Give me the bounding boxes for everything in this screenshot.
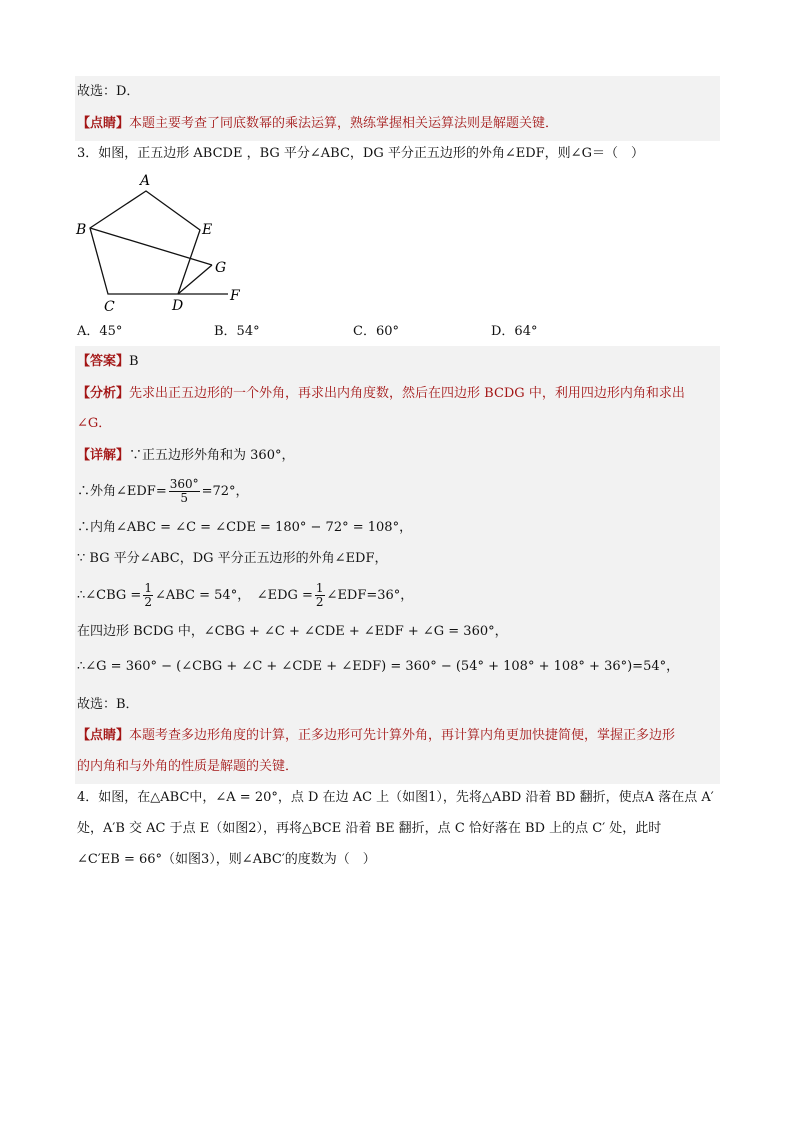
q4-line-1: 4．如图，在△ABC中，∠A = 20°，点 D 在边 AC 上（如图1），先将△ABD 沿着 BD 翻折，使点A 落在点 A′ xyxy=(77,790,714,805)
q3-detail-2 xyxy=(77,478,249,505)
frac-num: 360° xyxy=(169,477,199,491)
q4-line-2: 处，A′B 交 AC 于点 E（如图2），再将△BCE 沿着 BE 翻折，点 C 恰好落在 BD 上的点 C′ 处，此时 xyxy=(77,821,662,836)
q3-analysis-2: ∠G． xyxy=(77,416,112,431)
label-e: E xyxy=(202,222,213,238)
d5-pre: ∴∠CBG = xyxy=(77,588,142,603)
label-d: D xyxy=(172,298,184,314)
detail-tag: 【详解】 xyxy=(77,448,130,463)
q3-detail-5 xyxy=(77,582,413,609)
q3-detail-3: ∴内角∠ABC = ∠C = ∠CDE = 180° − 72° = 108°， xyxy=(77,520,413,535)
analysis-tag: 【分析】 xyxy=(77,386,130,401)
d2-pre: ∴外角∠EDF= xyxy=(77,484,167,499)
detail-text: ∵正五边形外角和为 360°， xyxy=(129,448,295,463)
option-c: C．60° xyxy=(353,324,399,339)
option-d: D．64° xyxy=(491,324,538,339)
comment-tag: 【点睛】 xyxy=(77,116,130,131)
q3-detail-4: ∵ BG 平分∠ABC，DG 平分正五边形的外角∠EDF， xyxy=(77,551,388,566)
label-b: B xyxy=(76,222,87,238)
frac-den: 2 xyxy=(315,595,324,609)
q4-line-3: ∠C′EB = 66°（如图3），则∠ABC′的度数为（ ） xyxy=(77,852,376,867)
segment-bg xyxy=(90,228,212,265)
segment-dg xyxy=(178,265,212,294)
frac-den: 2 xyxy=(144,595,152,609)
d2-post: =72°， xyxy=(201,484,249,499)
q3-detail-1 xyxy=(77,447,294,465)
q3-comment-2: 的内角和与外角的性质是解题的关键． xyxy=(77,759,299,774)
d5-post: ∠EDF=36°， xyxy=(326,588,414,603)
answer-value: B xyxy=(129,354,139,369)
option-b: B．54° xyxy=(214,324,260,339)
q3-analysis-1 xyxy=(77,385,685,403)
fraction-360-5 xyxy=(169,478,200,505)
frac-num: 1 xyxy=(144,581,152,595)
answer-tag: 【答案】 xyxy=(77,354,130,369)
analysis-text: 先求出正五边形的一个外角，再求出内角度数，然后在四边形 BCDG 中，利用四边形内角和求出 xyxy=(129,386,685,401)
label-c: C xyxy=(104,299,115,315)
q3-answer xyxy=(77,353,139,371)
comment-text: 本题主要考查了同底数幂的乘法运算，熟练掌握相关运算法则是解题关键． xyxy=(129,116,559,131)
q3-detail-6: 在四边形 BCDG 中，∠CBG + ∠C + ∠CDE + ∠EDF + ∠G = 360°， xyxy=(77,624,508,639)
comment-tag: 【点睛】 xyxy=(77,728,130,743)
label-f: F xyxy=(230,288,240,304)
fraction-half-1 xyxy=(143,582,153,609)
frac-den: 5 xyxy=(180,491,188,505)
q3-comment-1 xyxy=(77,727,675,745)
q3-choice: 故选：B． xyxy=(77,697,139,712)
q3-stem: 3．如图，正五边形 ABCDE ，BG 平分∠ABC，DG 平分正五边形的外角∠EDF，则∠G＝（ ） xyxy=(77,146,644,161)
label-g: G xyxy=(215,260,227,276)
d5-mid: ∠ABC = 54°， ∠EDG = xyxy=(154,588,313,603)
label-a: A xyxy=(140,173,151,189)
prev-choice: 故选：D． xyxy=(77,84,140,99)
frac-num: 1 xyxy=(315,581,324,595)
pentagon-abcde xyxy=(90,191,200,294)
prev-comment xyxy=(77,115,558,133)
fraction-half-2 xyxy=(315,582,325,609)
q3-detail-7: ∴∠G = 360° − (∠CBG + ∠C + ∠CDE + ∠EDF) = 360° − (54° + 108° + 108° + 36°)=54°， xyxy=(77,659,680,674)
option-a: A．45° xyxy=(77,324,123,339)
comment-text: 本题考查多边形角度的计算，正多边形可先计算外角，再计算内角更加快捷简便，掌握正多边形 xyxy=(129,728,676,743)
